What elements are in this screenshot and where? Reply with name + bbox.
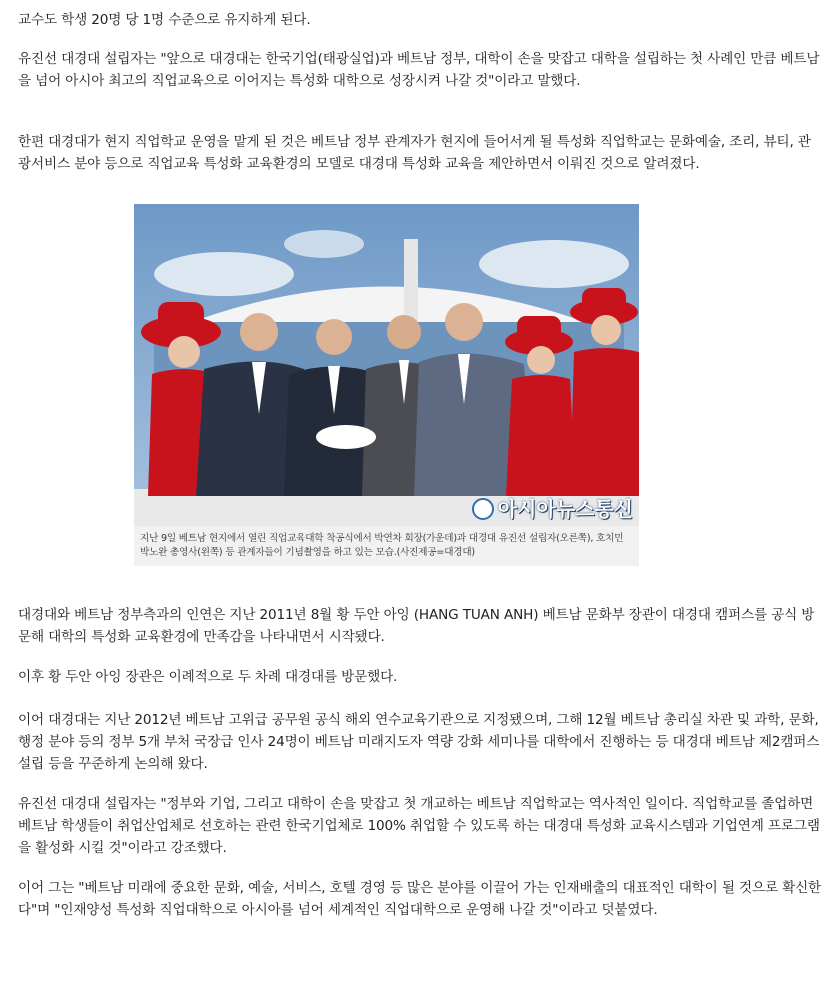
paragraph-1: 교수도 학생 20명 당 1명 수준으로 유지하게 된다.: [18, 12, 311, 28]
paragraph-7: 유진선 대경대 설립자는 "정부와 기업, 그리고 대학이 손을 맞잡고 첫 개교하는 베트남 직업학교는 역사적인 일이다. 직업학교를 졸업하면 베트남 학생들이 취업산업체로 선호하는 관련 한국기업체로 100% 취업할 수 있도록 하는 대경대 특성화 교육시스템과 기업연계 프로그램을 활성화 시킬 것"이라고 강조했다.: [18, 796, 820, 856]
news-photo-figure: [134, 204, 639, 566]
news-agency-logo-icon: [472, 498, 494, 520]
photo-caption: 지난 9일 베트남 현지에서 열린 직업교육대학 착공식에서 박연차 회장(가운데)과 대경대 유진선 설립자(오른쪽), 호치민 박노완 총영사(왼쪽) 등 관계자들이 기념촬영을 하고 있는 모습.(사진제공=대경대): [134, 526, 639, 566]
paragraph-3: 한편 대경대가 현지 직업학교 운영을 맡게 된 것은 베트남 정부 관계자가 현지에 들어서게 될 특성화 직업학교는 문화예술, 조리, 뷰티, 관광서비스 분야 등으로 직업교육 특성화 교육환경의 모델로 대경대 특성화 교육을 제안하면서 이뤄진 것으로 알려졌다.: [18, 134, 811, 172]
ceremony-photo-illustration: [134, 204, 639, 526]
paragraph-2: 유진선 대경대 설립자는 "앞으로 대경대는 한국기업(태광실업)과 베트남 정부, 대학이 손을 맞잡고 대학을 설립하는 첫 사례인 만큼 베트남을 넘어 아시아 최고의 직업교육으로 이어지는 특성화 대학으로 성장시켜 나갈 것"이라고 말했다.: [18, 51, 820, 89]
paragraph-4: 대경대와 베트남 정부측과의 인연은 지난 2011년 8월 황 두안 아잉 (HANG TUAN ANH) 베트남 문화부 장관이 대경대 캠퍼스를 공식 방문해 대학의 특성화 교육환경에 만족감을 나타내면서 시작됐다.: [18, 607, 815, 645]
news-agency-watermark: [472, 498, 633, 520]
paragraph-6: 이어 대경대는 지난 2012년 베트남 고위급 공무원 공식 해외 연수교육기관으로 지정됐으며, 그해 12월 베트남 총리실 차관 및 과학, 문화, 행정 분야 등의 정부 5개 부처 국장급 인사 24명이 베트남 미래지도자 역량 강화 세미나를 대학에서 진행하는 등 대경대 베트남 제2캠퍼스 설립 등을 꾸준하게 논의해 왔다.: [18, 712, 820, 772]
ceremony-photo: [134, 204, 639, 526]
paragraph-8: 이어 그는 "베트남 미래에 중요한 문화, 예술, 서비스, 호텔 경영 등 많은 분야를 이끌어 가는 인재배출의 대표적인 대학이 될 것으로 확신한다"며 "인재양성 특성화 직업대학으로 아시아를 넘어 세계적인 직업대학으로 운영해 나갈 것"이라고 덧붙였다.: [18, 880, 822, 918]
paragraph-5: 이후 황 두안 아잉 장관은 이례적으로 두 차례 대경대를 방문했다.: [18, 669, 398, 685]
watermark-text: 아시아뉴스통신: [497, 497, 633, 521]
